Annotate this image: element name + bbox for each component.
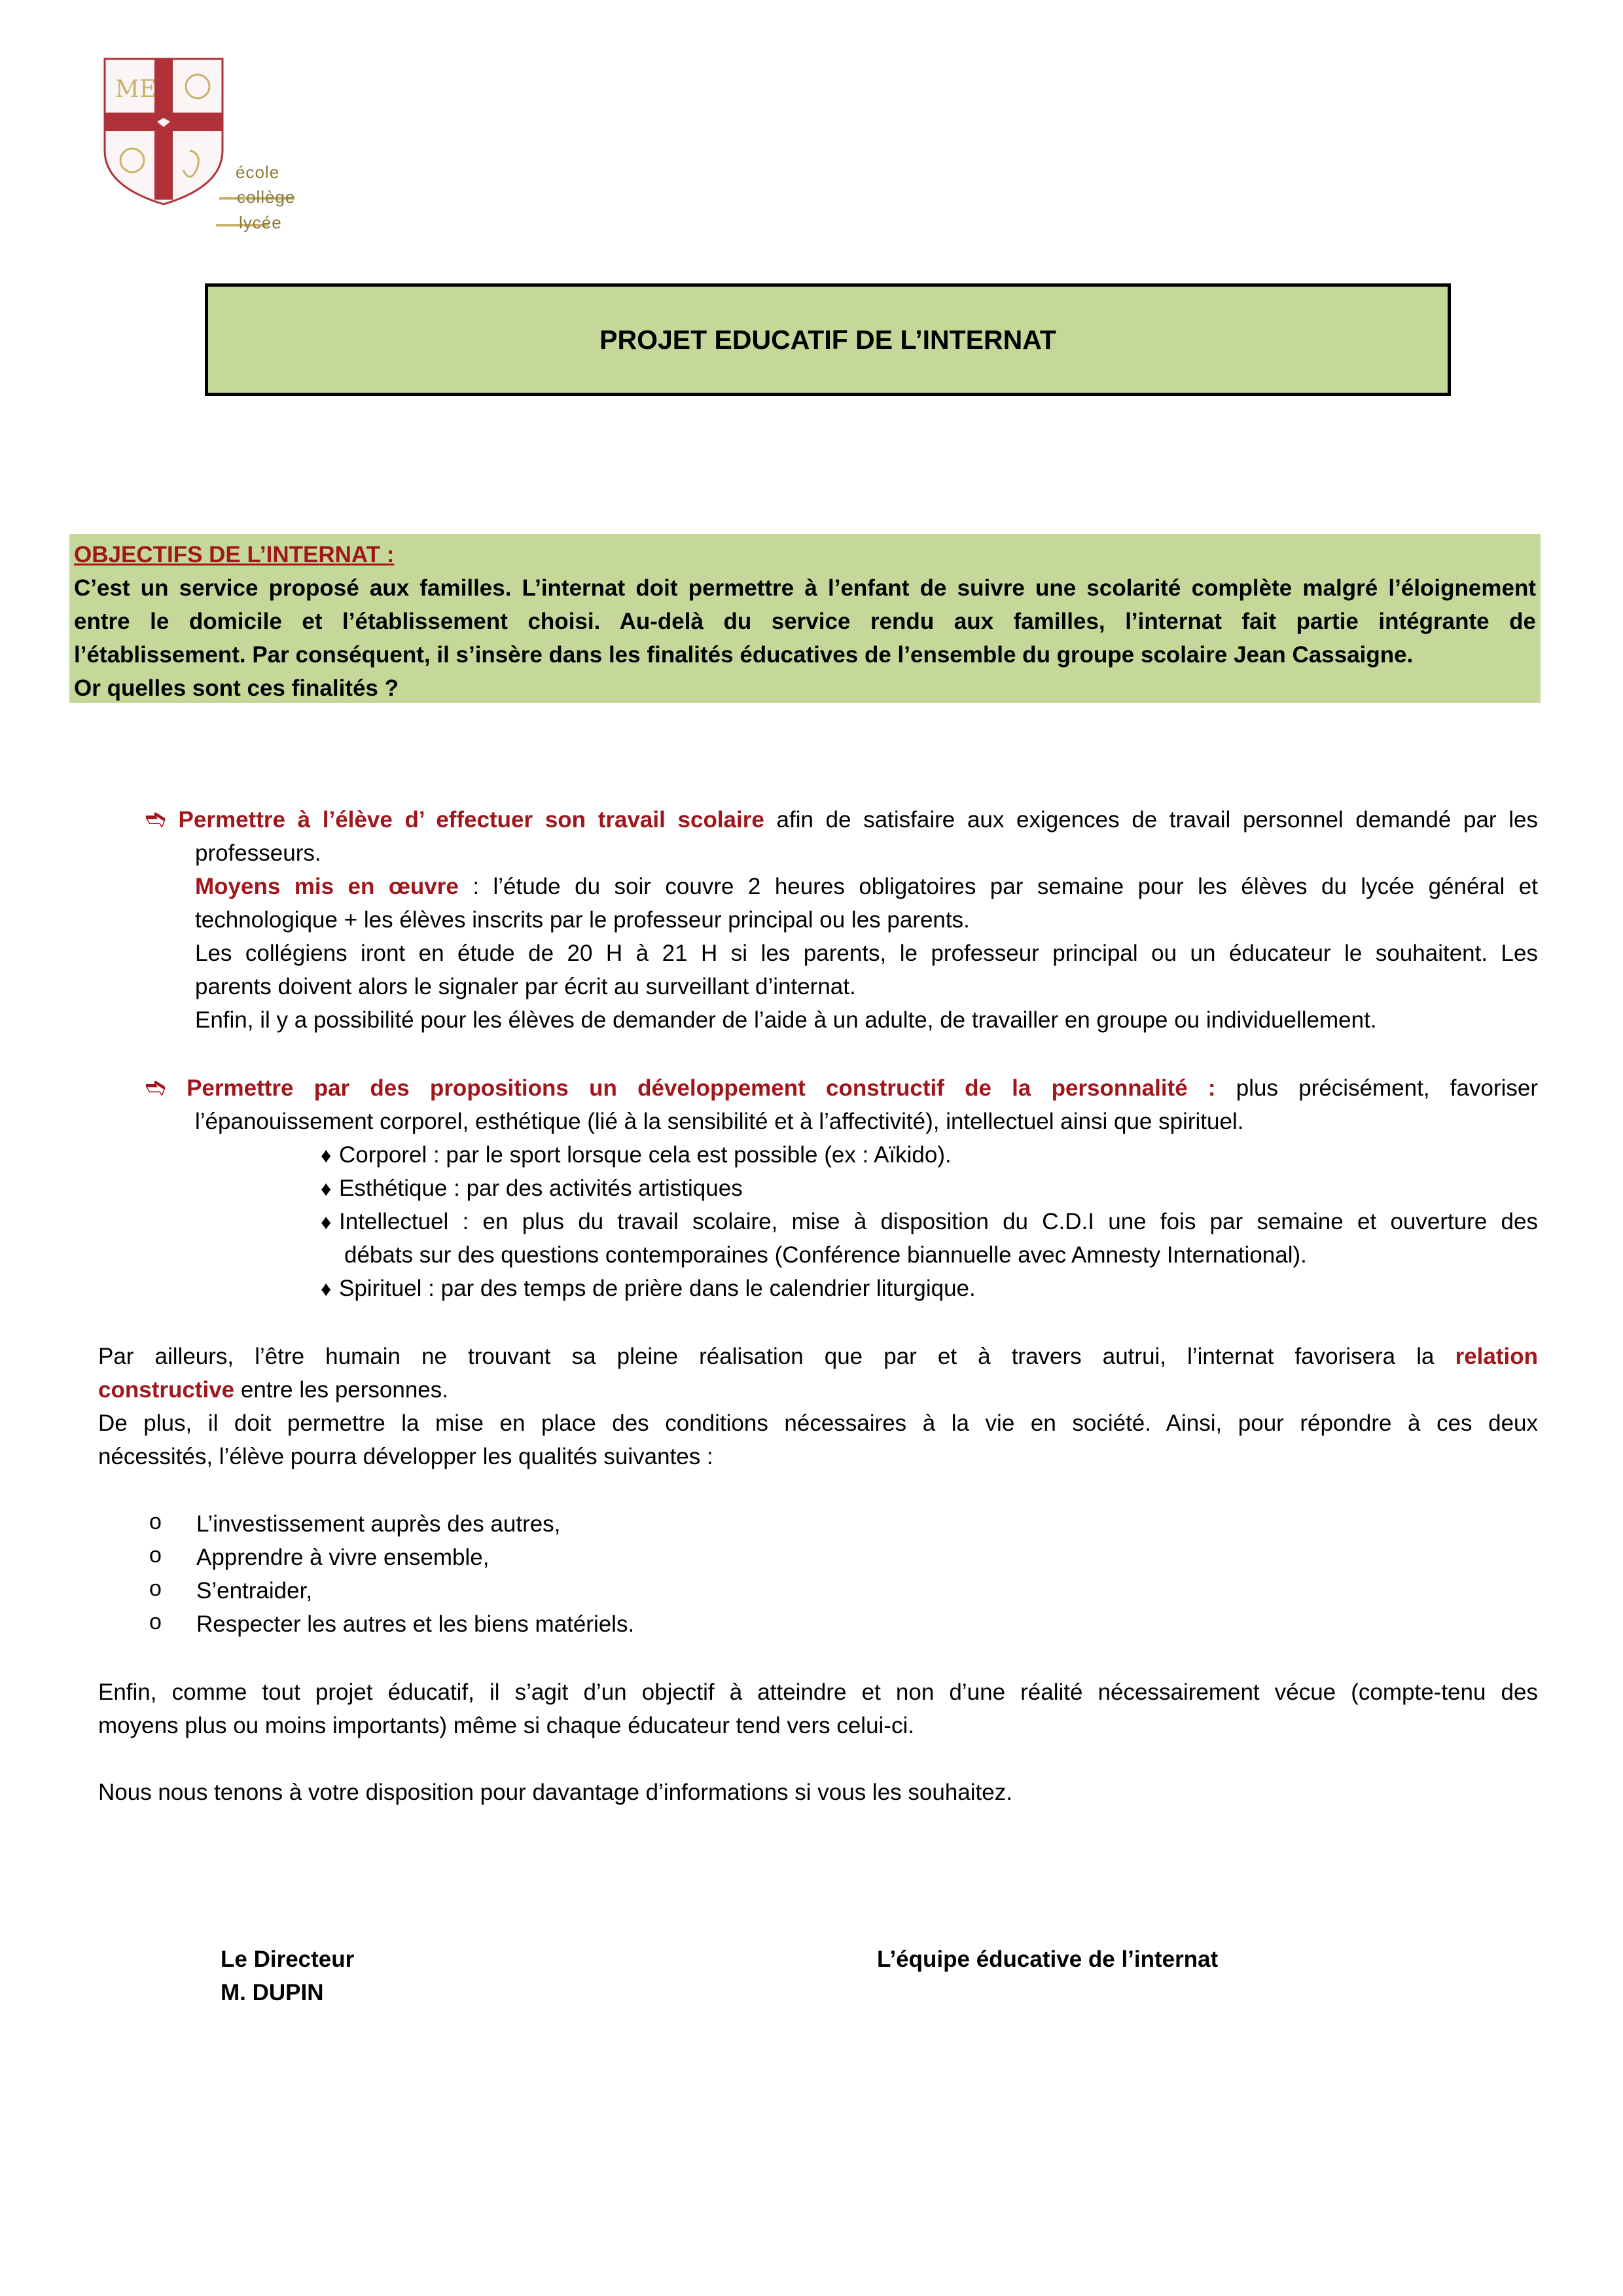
drop-icon: ♦ (321, 1210, 332, 1234)
arrow-icon: ➬ (145, 806, 166, 833)
point1-line1 (145, 803, 1538, 836)
circle-bullet: o (149, 1609, 162, 1634)
logo-lines (98, 52, 347, 249)
point1-means (195, 870, 1538, 903)
page-title: PROJET EDUCATIF DE L’INTERNAT (599, 324, 1056, 355)
quality-item: Respecter les autres et les biens matériels. (196, 1611, 635, 1637)
point2-line2: l’épanouissement corporel, esthétique (lié à la sensibilité et à l’affectivité), intellectuel ainsi que spirituel. (195, 1109, 1244, 1134)
personality-item: ♦ Spirituel : par des temps de prière dans le calendrier liturgique. (321, 1272, 976, 1305)
point1-line2: professeurs. (195, 840, 321, 866)
means-label: Moyens mis en œuvre (195, 874, 459, 899)
paragraph1-line2: constructive entre les personnes. (98, 1377, 448, 1403)
title-box (205, 283, 1451, 396)
objectives-line: l’établissement. Par conséquent, il s’insère dans les finalités éducatives de l’ensemble du groupe scolaire Jean Cassaigne. (74, 642, 1414, 668)
school-logo (98, 52, 347, 249)
point1-line7: Enfin, il y a possibilité pour les élèves de demander de l’aide à un adulte, de travailler en groupe ou individuellement. (195, 1007, 1377, 1033)
objectives-line: C’est un service proposé aux familles. L’internat doit permettre à l’enfant de suivre une scolarité complète malgré l’éloignement (74, 575, 1536, 601)
paragraph3: Nous nous tenons à votre disposition pour davantage d’informations si vous les souhaitez. (98, 1780, 1012, 1805)
paragraph1-line4: nécessités, l’élève pourra développer les qualités suivantes : (98, 1444, 713, 1469)
personality-item: ♦ Intellectuel : en plus du travail scolaire, mise à disposition du C.D.I une fois par semaine et ouverture des (321, 1205, 1538, 1238)
paragraph1-line1: Par ailleurs, l’être humain ne trouvant sa pleine réalisation que par et à travers autrui, l’internat favorisera la relation (98, 1344, 1538, 1369)
point1-rest: afin de satisfaire aux exigences de travail personnel demandé par les (764, 807, 1538, 833)
point1-highlight: Permettre à l’élève d’ effectuer son travail scolaire (178, 807, 764, 833)
drop-icon: ♦ (321, 1177, 332, 1200)
means-rest: : l’étude du soir couvre 2 heures obligatoires par semaine pour les élèves du lycée général et (458, 874, 1538, 899)
personality-item-continuation: débats sur des questions contemporaines (Conférence biannuelle avec Amnesty International). (344, 1242, 1307, 1268)
point1-line5: Les collégiens iront en étude de 20 H à 21 H si les parents, le professeur principal ou un éducateur le souhaitent. Les (195, 941, 1538, 966)
relation-highlight: relation (1455, 1344, 1538, 1369)
objectives-line: Or quelles sont ces finalités ? (74, 675, 399, 701)
circle-bullet: o (149, 1509, 162, 1534)
drop-icon: ♦ (321, 1143, 332, 1167)
point1-line6: parents doivent alors le signaler par écrit au surveillant d’internat. (195, 974, 856, 999)
quality-item: L’investissement auprès des autres, (196, 1511, 561, 1537)
point2-highlight: Permettre par des propositions un développement constructif de la personnalité : (187, 1075, 1216, 1101)
personality-item: ♦ Corporel : par le sport lorsque cela est possible (ex : Aïkido). (321, 1138, 952, 1172)
point2-rest: plus précisément, favoriser (1215, 1075, 1539, 1101)
objectives-line: entre le domicile et l’établissement choisi. Au-delà du service rendu aux familles, l’internat fait partie intégrante de (74, 609, 1536, 634)
logo-word-lycee: lycée (239, 213, 282, 232)
paragraph2-line1: Enfin, comme tout projet éducatif, il s’agit d’un objectif à atteindre et non d’une réalité nécessairement vécue (compte-tenu des (98, 1679, 1538, 1705)
objectives-heading: OBJECTIFS DE L’INTERNAT : (74, 542, 395, 567)
quality-item: Apprendre à vivre ensemble, (196, 1545, 490, 1570)
signature-left-title: Le Directeur (221, 1946, 355, 1972)
logo-word-college: collège (237, 187, 296, 207)
personality-item: ♦ Esthétique : par des activités artistiques (321, 1172, 743, 1205)
circle-bullet: o (149, 1543, 162, 1568)
arrow-icon: ➬ (145, 1074, 166, 1102)
signature-left-name: M. DUPIN (221, 1980, 324, 2005)
paragraph1-line3: De plus, il doit permettre la mise en place des conditions nécessaires à la vie en société. Ainsi, pour répondre à ces deux (98, 1410, 1538, 1436)
objectives-section (69, 534, 1541, 703)
logo-word-ecole: école (236, 162, 280, 182)
signature-right-title: L’équipe éducative de l’internat (877, 1946, 1219, 1972)
drop-icon: ♦ (321, 1277, 332, 1300)
point2-line1 (145, 1071, 1538, 1105)
paragraph2-line2: moyens plus ou moins importants) même si chaque éducateur tend vers celui-ci. (98, 1713, 914, 1738)
svg-text:ME: ME (115, 76, 157, 103)
constructive-highlight: constructive (98, 1377, 235, 1403)
circle-bullet: o (149, 1576, 162, 1601)
quality-item: S’entraider, (196, 1578, 313, 1604)
point1-line4: technologique + les élèves inscrits par le professeur principal ou les parents. (195, 907, 970, 933)
